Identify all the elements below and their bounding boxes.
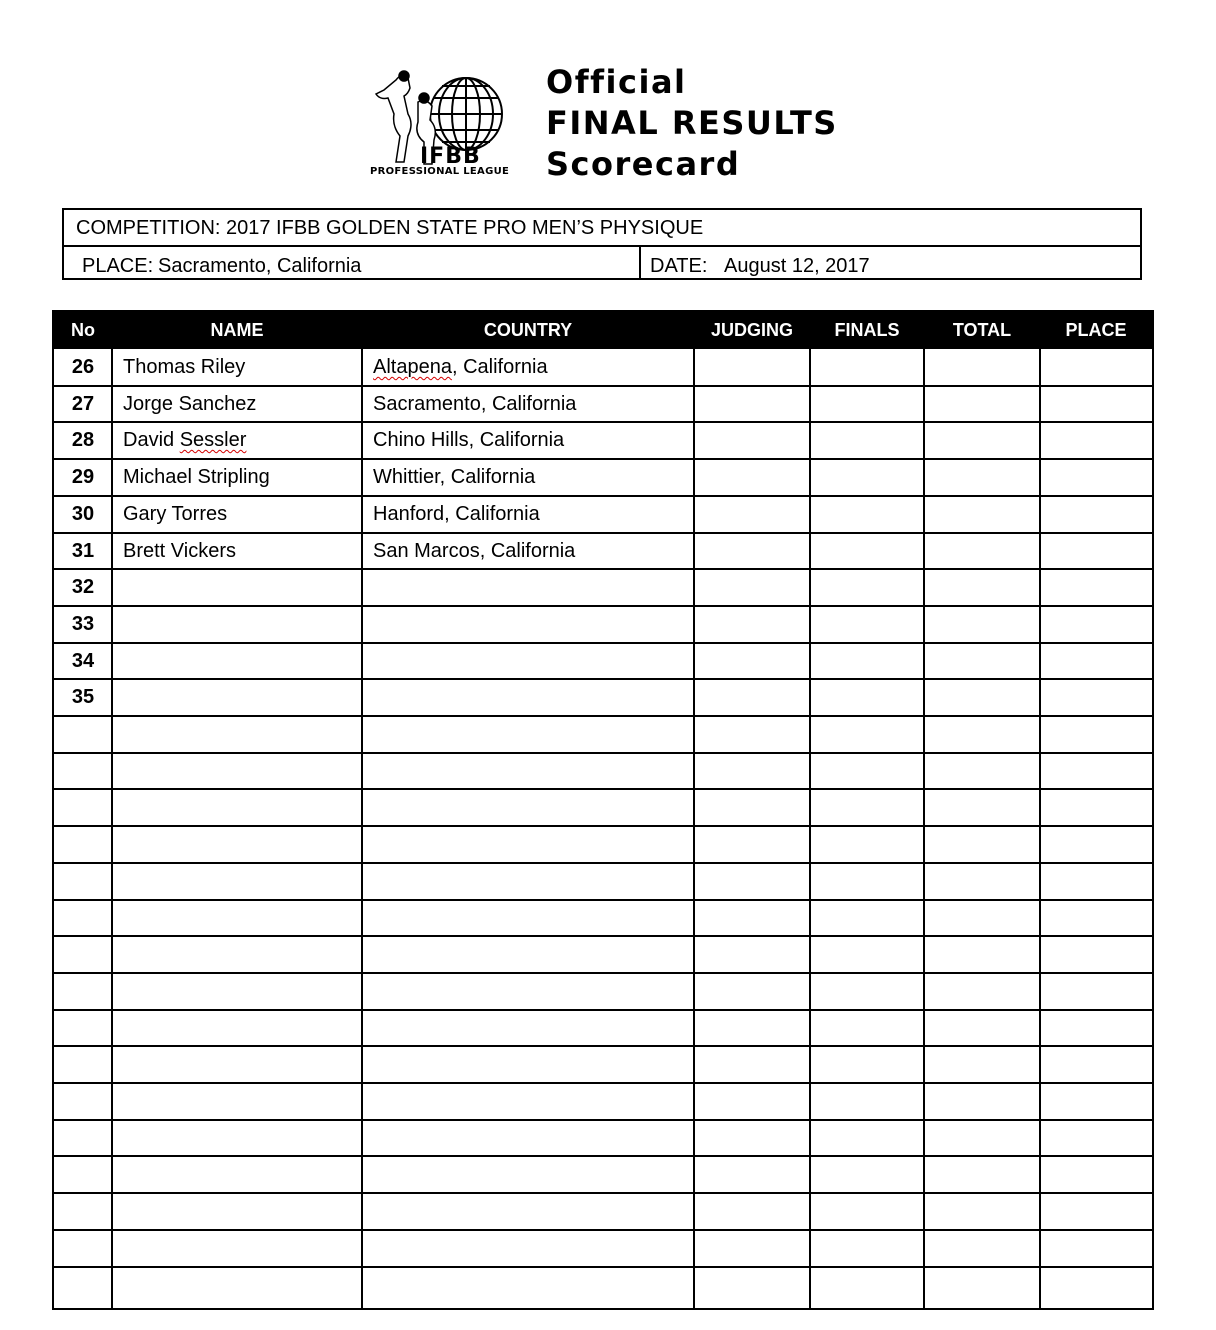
header-no: No [71,320,95,340]
row-divider [54,1229,1152,1231]
column-divider [809,349,811,1308]
athlete-name: Gary Torres [123,503,228,525]
row-divider [54,1155,1152,1157]
competition-row [64,210,1140,247]
column-divider [923,349,925,1308]
row-number: 32 [71,576,95,598]
date-label: DATE: [650,255,708,277]
row-divider [54,935,1152,937]
row-divider [54,678,1152,680]
date-value: August 12, 2017 [724,255,870,277]
row-divider [54,899,1152,901]
row-divider [54,385,1152,387]
competition-info-box [62,208,1142,280]
row-divider [54,788,1152,790]
header-name: NAME [210,320,264,340]
header-total: TOTAL [952,320,1012,340]
column-divider [361,349,363,1308]
table-header [54,312,1152,349]
row-divider [54,1009,1152,1011]
place-label: PLACE: [82,255,154,277]
ifbb-logo [366,66,530,178]
row-divider [54,1045,1152,1047]
row-divider [54,532,1152,534]
athlete-country: Altapena, California [373,356,548,378]
row-number: 31 [71,540,95,562]
row-divider [54,1119,1152,1121]
athlete-country: San Marcos, California [373,540,576,562]
athlete-name: David Sessler [123,429,247,451]
row-divider [54,421,1152,423]
title-line-3: Scorecard [546,145,741,183]
row-divider [54,642,1152,644]
athlete-name: Brett Vickers [123,540,236,562]
place-value: Sacramento, California [158,255,362,277]
athlete-country: Hanford, California [373,503,540,525]
row-divider [54,1082,1152,1084]
title-line-1: Official [546,63,687,101]
athlete-country: Chino Hills, California [373,429,565,451]
row-number: 28 [71,429,95,451]
row-divider [54,458,1152,460]
row-number: 29 [71,466,95,488]
row-divider [54,715,1152,717]
competition-label: COMPETITION: [76,217,221,239]
row-divider [54,862,1152,864]
row-divider [54,752,1152,754]
row-number: 33 [71,613,95,635]
athlete-country: Sacramento, California [373,393,577,415]
competition-value: 2017 IFBB GOLDEN STATE PRO MEN’S PHYSIQUE [226,217,704,239]
place-date-divider [639,247,641,280]
header-judging: JUDGING [710,320,793,340]
row-number: 27 [71,393,95,415]
row-number: 34 [71,650,95,672]
row-divider [54,1192,1152,1194]
athlete-name: Michael Stripling [123,466,270,488]
column-divider [1039,349,1041,1308]
row-divider [54,1266,1152,1268]
athlete-name: Jorge Sanchez [123,393,257,415]
column-divider [693,349,695,1308]
athlete-name: Thomas Riley [123,356,246,378]
title-line-2: FINAL RESULTS [546,104,838,142]
row-divider [54,568,1152,570]
place-date-row [64,247,1140,280]
header-country: COUNTRY [483,320,573,340]
row-number: 35 [71,686,95,708]
row-number: 30 [71,503,95,525]
results-table [52,310,1154,1310]
row-divider [54,495,1152,497]
logo-brand: IFBB [420,144,481,169]
header-finals: FINALS [834,320,900,340]
row-divider [54,825,1152,827]
row-divider [54,605,1152,607]
logo-tagline: PROFESSIONAL LEAGUE [370,166,510,177]
athlete-country: Whittier, California [373,466,536,488]
row-divider [54,972,1152,974]
column-divider [111,349,113,1308]
row-number: 26 [71,356,95,378]
header-place: PLACE [1065,320,1127,340]
